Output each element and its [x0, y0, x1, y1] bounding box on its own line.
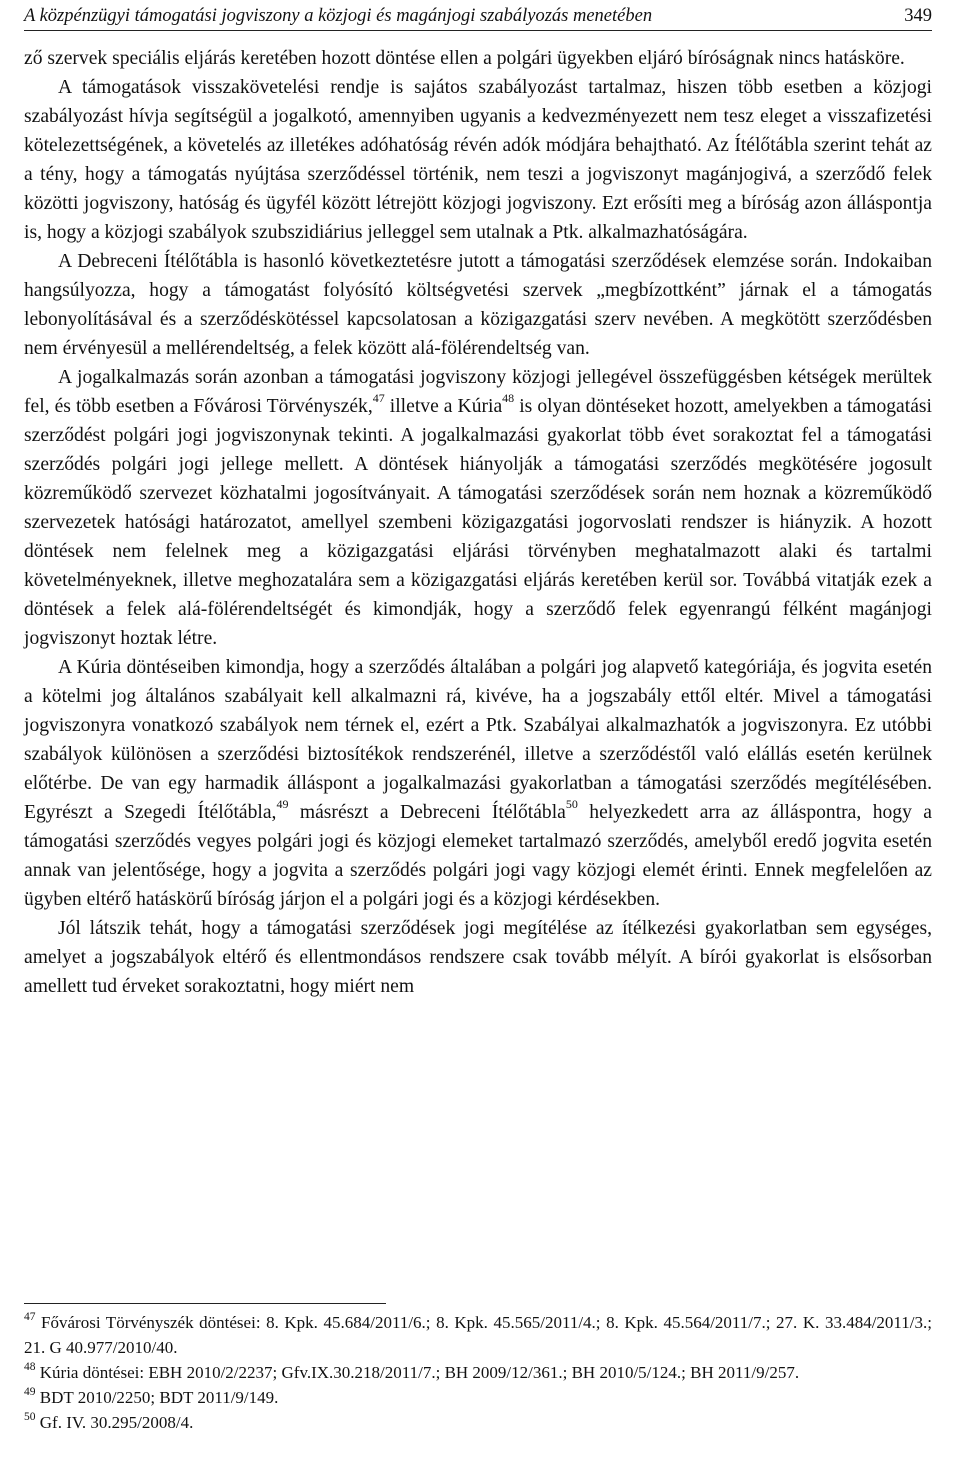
- footnote-number: 50: [24, 1411, 36, 1424]
- footnote-text: Gf. IV. 30.295/2008/4.: [35, 1413, 194, 1432]
- footnotes: [24, 1310, 932, 1435]
- running-title: A közpénzügyi támogatási jogviszony a közjogi és magánjogi szabályozás menetében: [24, 6, 653, 26]
- footnote-48: [24, 1360, 932, 1385]
- paragraph-5: [24, 653, 932, 914]
- running-header: [24, 4, 932, 31]
- footnote-ref-50[interactable]: 50: [565, 797, 578, 812]
- footnote-divider: [24, 1303, 386, 1304]
- page-number: 349: [904, 6, 932, 26]
- paragraph-1: ző szervek speciális eljárás keretében hozott döntése ellen a polgári ügyekben eljáró bíróságnak nincs hatásköre.: [24, 48, 905, 69]
- paragraph-4-text-c: is olyan döntéseket hozott, amelyekben a támogatási szerződést polgári jogi jogviszonynak tekinti. A jogalkalmazási gyakorlat több évet sorakoztat fel a támogatási szerződés polgári jogi jellege mellett. A döntések hiányolják a támogatási szerződés megkötésére jogosult közreműködő szervezet közhatalmi jogosítványait. A támogatási szerződések során nem hoznak a közreműködő szervezetek hatósági határozatot, amellyel szembeni közigazgatási jogorvoslati rendszer is hiányzik. A hozott döntések nem felelnek meg a közigazgatási eljárási törvényben meghatalmazott alaki és tartalmi követelményeknek, illetve meghozatalára sem a közigazgatási eljárás keretében kerül sor. Továbbá vitatják ezek a döntések a felek alá-fölérendeltségét és kimondják, hogy a szerződő felek egyenrangú félként magánjogi jogviszonyt hoztak létre.: [24, 396, 932, 649]
- paragraph-3: A Debreceni Ítélőtábla is hasonló következtetésre jutott a támogatási szerződések elemzése során. Indokaiban hangsúlyozza, hogy a támogatást folyósító költségvetési szervek „megbízottként” járnak el a támogatás lebonyolításával és a szerződéskötéssel kapcsolatosan a közigazgatási szerv nevében. A megkötött szerződésben nem érvényesül a mellérendeltség, a felek között alá-fölérendeltség van.: [24, 251, 932, 359]
- paragraph-2: A támogatások visszakövetelési rendje is sajátos szabályozást tartalmaz, hiszen több esetben a közjogi szabályozást hívja segítségül a jogalkotó, amennyiben ugyanis a kedvezményezett nem tesz eleget a visszafizetési kötelezettségének, a követelés az illetékes adóhatóság révén adók módjára behajtható. Az Ítélőtábla szerint tehát az a tény, hogy a támogatás nyújtása szerződéssel történik, nem teszi a jogviszonyt magánjogivá, a szerződő felek közötti jogviszony, hatóság és ügyfél között létrejött közjogi jogviszony. Ezt erősíti meg a bíróság azon álláspontja is, hogy a közjogi szabályok szubszidiárius jelleggel sem utalnak a Ptk. alkalmazhatóságára.: [24, 77, 932, 243]
- footnote-number: 48: [24, 1361, 36, 1374]
- footnote-49: [24, 1385, 932, 1410]
- paragraph-4-text-a: A jogalkalmazás során azonban a támogatási jogviszony közjogi jellegével összefüggésben kétségek merültek fel, és több esetben a Fővárosi Törvényszék,: [24, 367, 932, 417]
- paragraph-4: [24, 363, 932, 653]
- paragraph-5-text-c: helyezkedett arra az álláspontra, hogy a támogatási szerződés vegyes polgári jogi és közjogi elemeket tartalmazó szerződés, amelyből eredő jogvita esetén annak van jelentősége, hogy a jogvita a szerződés polgári jogi vagy közjogi elemét érinti. Ennek megfelelően az ügyben eltérő hatáskörű bíróság járjon el a polgári jogi és a közjogi kérdésekben.: [24, 802, 932, 910]
- body-text: [24, 44, 932, 1001]
- footnote-text: Kúria döntései: EBH 2010/2/2237; Gfv.IX.30.218/2011/7.; BH 2009/12/361.; BH 2010/5/124.; BH 2011/9/257.: [35, 1363, 800, 1382]
- footnote-50: [24, 1410, 932, 1435]
- paragraph-4-text-b: illetve a Kúria: [384, 396, 503, 417]
- footnote-text: Fővárosi Törvényszék döntései: 8. Kpk. 45.684/2011/6.; 8. Kpk. 45.565/2011/4.; 8. Kpk. 45.564/2011/7.; 27. K. 33.484/2011/3.; 21. G 40.977/2010/40.: [24, 1313, 932, 1357]
- footnote-number: 47: [24, 1311, 36, 1324]
- paragraph-5-text-a: A Kúria döntéseiben kimondja, hogy a szerződés általában a polgári jog alapvető kategóriája, és jogvita esetén a kötelmi jog általános szabályait kell alkalmazni rá, kivéve, ha a jogszabály ettől eltér. Mivel a támogatási jogviszonyra vonatkozó szabályok nem térnek el, ezért a Ptk. Szabályai alkalmazhatók a jogviszonyra. Ez utóbbi szabályok különösen a szerződési biztosítékok rendszerénél, illetve a szerződéstől való elállás esetén kerülnek előtérbe. De van egy harmadik álláspont a jogalkalmazási gyakorlatban a támogatási szerződés megítélésében. Egyrészt a Szegedi Ítélőtábla,: [24, 657, 932, 823]
- paragraph-5-text-b: másrészt a Debreceni Ítélőtábla: [288, 802, 566, 823]
- footnote-ref-47[interactable]: 47: [372, 391, 385, 406]
- footnote-number: 49: [24, 1386, 36, 1399]
- paragraph-6: Jól látszik tehát, hogy a támogatási szerződések jogi megítélése az ítélkezési gyakorlatban sem egységes, amelyet a jogszabályok eltérő és ellentmondásos rendszere csak tovább mélyít. A bírói gyakorlat is elsősorban amellett tud érveket sorakoztatni, hogy miért nem: [24, 918, 932, 997]
- footnote-ref-49[interactable]: 49: [276, 797, 289, 812]
- footnote-text: BDT 2010/2250; BDT 2011/9/149.: [35, 1388, 279, 1407]
- footnote-ref-48[interactable]: 48: [502, 391, 515, 406]
- footnote-47: [24, 1310, 932, 1360]
